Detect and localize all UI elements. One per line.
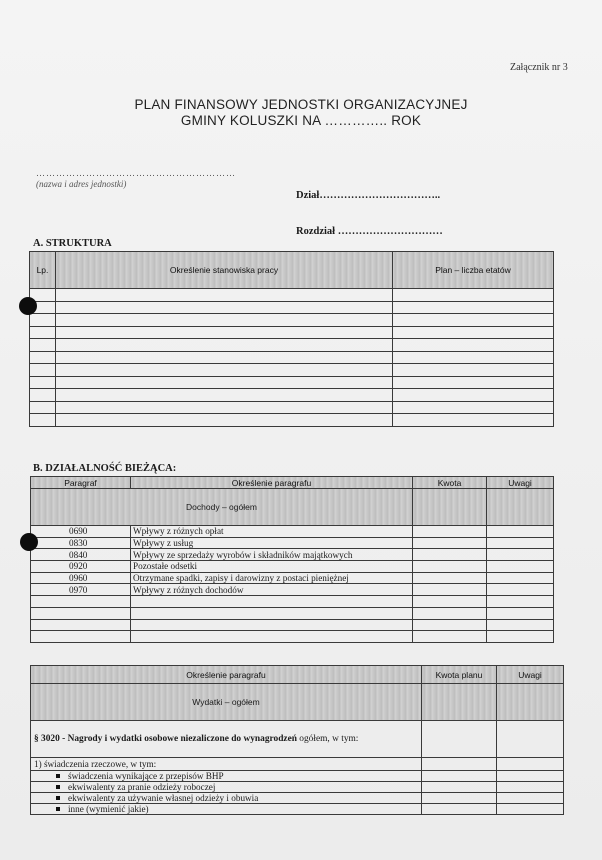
- bullet-icon: [56, 807, 60, 811]
- sub-item-label: 1) świadczenia rzeczowe, w tym:: [31, 758, 422, 771]
- table-row: 0840 Wpływy ze sprzedaży wyrobów i składników majątkowych: [31, 549, 554, 561]
- table-row: [30, 389, 554, 402]
- unit-name-dots: ……………………………………………………: [36, 168, 236, 178]
- table-row: [30, 376, 554, 389]
- table-row: [31, 596, 554, 608]
- table-row: [30, 339, 554, 352]
- col-remarks: Uwagi: [497, 666, 564, 684]
- paragraph-suffix: ogółem, w tym:: [296, 734, 359, 744]
- paragraph-row: [31, 721, 564, 758]
- income-total-label: Dochody – ogółem: [31, 489, 413, 526]
- list-item: ekwiwalenty za pranie odzieży roboczej: [31, 782, 564, 793]
- expense-total-label: Wydatki – ogółem: [31, 684, 422, 721]
- col-description: Określenie paragrafu: [131, 477, 413, 489]
- col-remarks: Uwagi: [487, 477, 554, 489]
- structure-header-row: [30, 252, 554, 289]
- bullet-icon: [56, 774, 60, 778]
- col-paragraph: Paragraf: [31, 477, 131, 489]
- income-total-row: [31, 489, 554, 526]
- sub-item-row: [31, 758, 564, 771]
- table-row: 0960 Otrzymane spadki, zapisy i darowizny z postaci pieniężnej: [31, 572, 554, 584]
- unit-name-caption: (nazwa i adres jednostki): [36, 179, 127, 189]
- punch-hole: [19, 297, 37, 315]
- table-row: [31, 607, 554, 619]
- table-row: [31, 631, 554, 643]
- income-table: [30, 476, 554, 643]
- col-planned-amount: Kwota planu: [422, 666, 497, 684]
- col-amount: Kwota: [413, 477, 487, 489]
- bullet-icon: [56, 796, 60, 800]
- table-row: [30, 364, 554, 377]
- col-fte-plan: Plan – liczba etatów: [393, 252, 554, 289]
- table-row: 0970 Wpływy z różnych dochodów: [31, 584, 554, 596]
- col-lp: Lp.: [30, 252, 56, 289]
- list-item: ekwiwalenty za używanie własnej odzieży i obuwia: [31, 793, 564, 804]
- col-description: Określenie paragrafu: [31, 666, 422, 684]
- list-item: świadczenia wynikające z przepisów BHP: [31, 771, 564, 782]
- title-line-2: GMINY KOLUSZKI NA ………….. ROK: [180, 113, 422, 128]
- table-row: [30, 401, 554, 414]
- table-row: [30, 351, 554, 364]
- annex-label: Załącznik nr 3: [510, 62, 568, 73]
- col-position: Określenie stanowiska pracy: [56, 252, 393, 289]
- table-row: [30, 289, 554, 302]
- paragraph-title: § 3020 - Nagrody i wydatki osobowe niezaliczone do wynagrodzeń: [34, 734, 297, 744]
- table-row: 0690 Wpływy z różnych opłat: [31, 526, 554, 538]
- section-a-heading: A. STRUKTURA: [33, 238, 112, 249]
- table-row: [30, 414, 554, 427]
- table-row: 0830 Wpływy z usług: [31, 537, 554, 549]
- income-header-row: [31, 477, 554, 489]
- expense-total-row: [31, 684, 564, 721]
- table-row: [30, 301, 554, 314]
- punch-hole: [20, 533, 38, 551]
- table-row: 0920 Pozostałe odsetki: [31, 561, 554, 573]
- table-row: [31, 619, 554, 631]
- table-row: [30, 314, 554, 327]
- bullet-icon: [56, 785, 60, 789]
- structure-table: [29, 251, 554, 427]
- dzial-field: Dział……………………………..: [296, 190, 441, 201]
- list-item: inne (wymienić jakie): [31, 804, 564, 815]
- title-line-1: PLAN FINANSOWY JEDNOSTKI ORGANIZACYJNEJ: [134, 97, 468, 112]
- section-b-heading: B. DZIAŁALNOŚĆ BIEŻĄCA:: [33, 463, 177, 474]
- table-row: [30, 326, 554, 339]
- rozdzial-field: Rozdział …………………………: [296, 226, 443, 237]
- expense-header-row: [31, 666, 564, 684]
- expense-table: [30, 665, 564, 815]
